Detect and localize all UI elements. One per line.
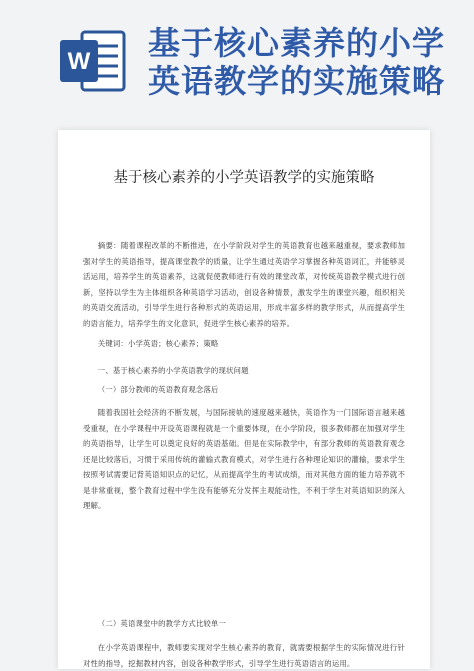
svg-text:W: W bbox=[67, 48, 91, 75]
subsection-heading-2: （二）英语课堂中的教学方式比较单一 bbox=[97, 619, 226, 628]
document-page bbox=[58, 130, 430, 669]
subsection-heading: （一）部分教师的英语教育观念落后 bbox=[97, 385, 219, 394]
abstract-paragraph: 摘要：随着课程改革的不断推进，在小学阶段对学生的英语教育也越来越重视，要求教师加强对学生的英语指导，提高课堂教学的质量，让学生通过英语学习掌握各种英语词汇，并能够灵活运用，培养学生的英语素养，这就促使教师进行有效的课堂改革，对传统英语教学模式进行创新，坚持以学生为主体组织各种英语学习活动，创设各种情景，激发学生的课堂兴趣，组织相关的英语交流活动，引导学生进行各种形式的英语运用，形成丰富多样的教学形式，从而提高学生的语言能力，培养学生的文化意识，促进学生核心素养的培养。 bbox=[83, 241, 405, 328]
body-paragraph-2: 在小学英语课程中，教师要实现对学生核心素养的教育，就需要根据学生的实际情况进行针对性的指导，挖掘教材内容，创设各种教学形式，引导学生进行英语语言的运用。 bbox=[83, 643, 405, 668]
keywords-line: 关键词：小学英语；核心素养；策略 bbox=[97, 339, 219, 348]
word-doc-icon bbox=[60, 30, 126, 92]
body-paragraph: 随着我国社会经济的不断发展，与国际接轨的速度越来越快，英语作为一门国际语言越来越受重视，在小学课程中开设英语课程就是一个重要体现，在小学阶段，很多教师都在加强对学生的英语指导，让学生可以奠定良好的英语基础。但是在实际教学中，有部分教师的英语教育观念还是比较落后，习惯于采用传统的灌输式教育模式，对学生进行各种理论知识的灌输，要求学生按照考试需要记背英语知识点的记忆，从而提高学生的考试成绩，而对其他方面的能力培养就不是非常重视，整个教育过程中学生没有能够充分发挥主观能动性，不利于学生对英语知识的深入理解。 bbox=[83, 408, 405, 510]
banner-title: 基于核心素养的小学英语教学的实施策略 bbox=[148, 24, 446, 100]
section-heading: 一、基于核心素养的小学英语教学的现状问题 bbox=[97, 366, 249, 375]
header-banner bbox=[0, 0, 474, 120]
document-title: 基于核心素养的小学英语教学的实施策略 bbox=[113, 170, 375, 186]
